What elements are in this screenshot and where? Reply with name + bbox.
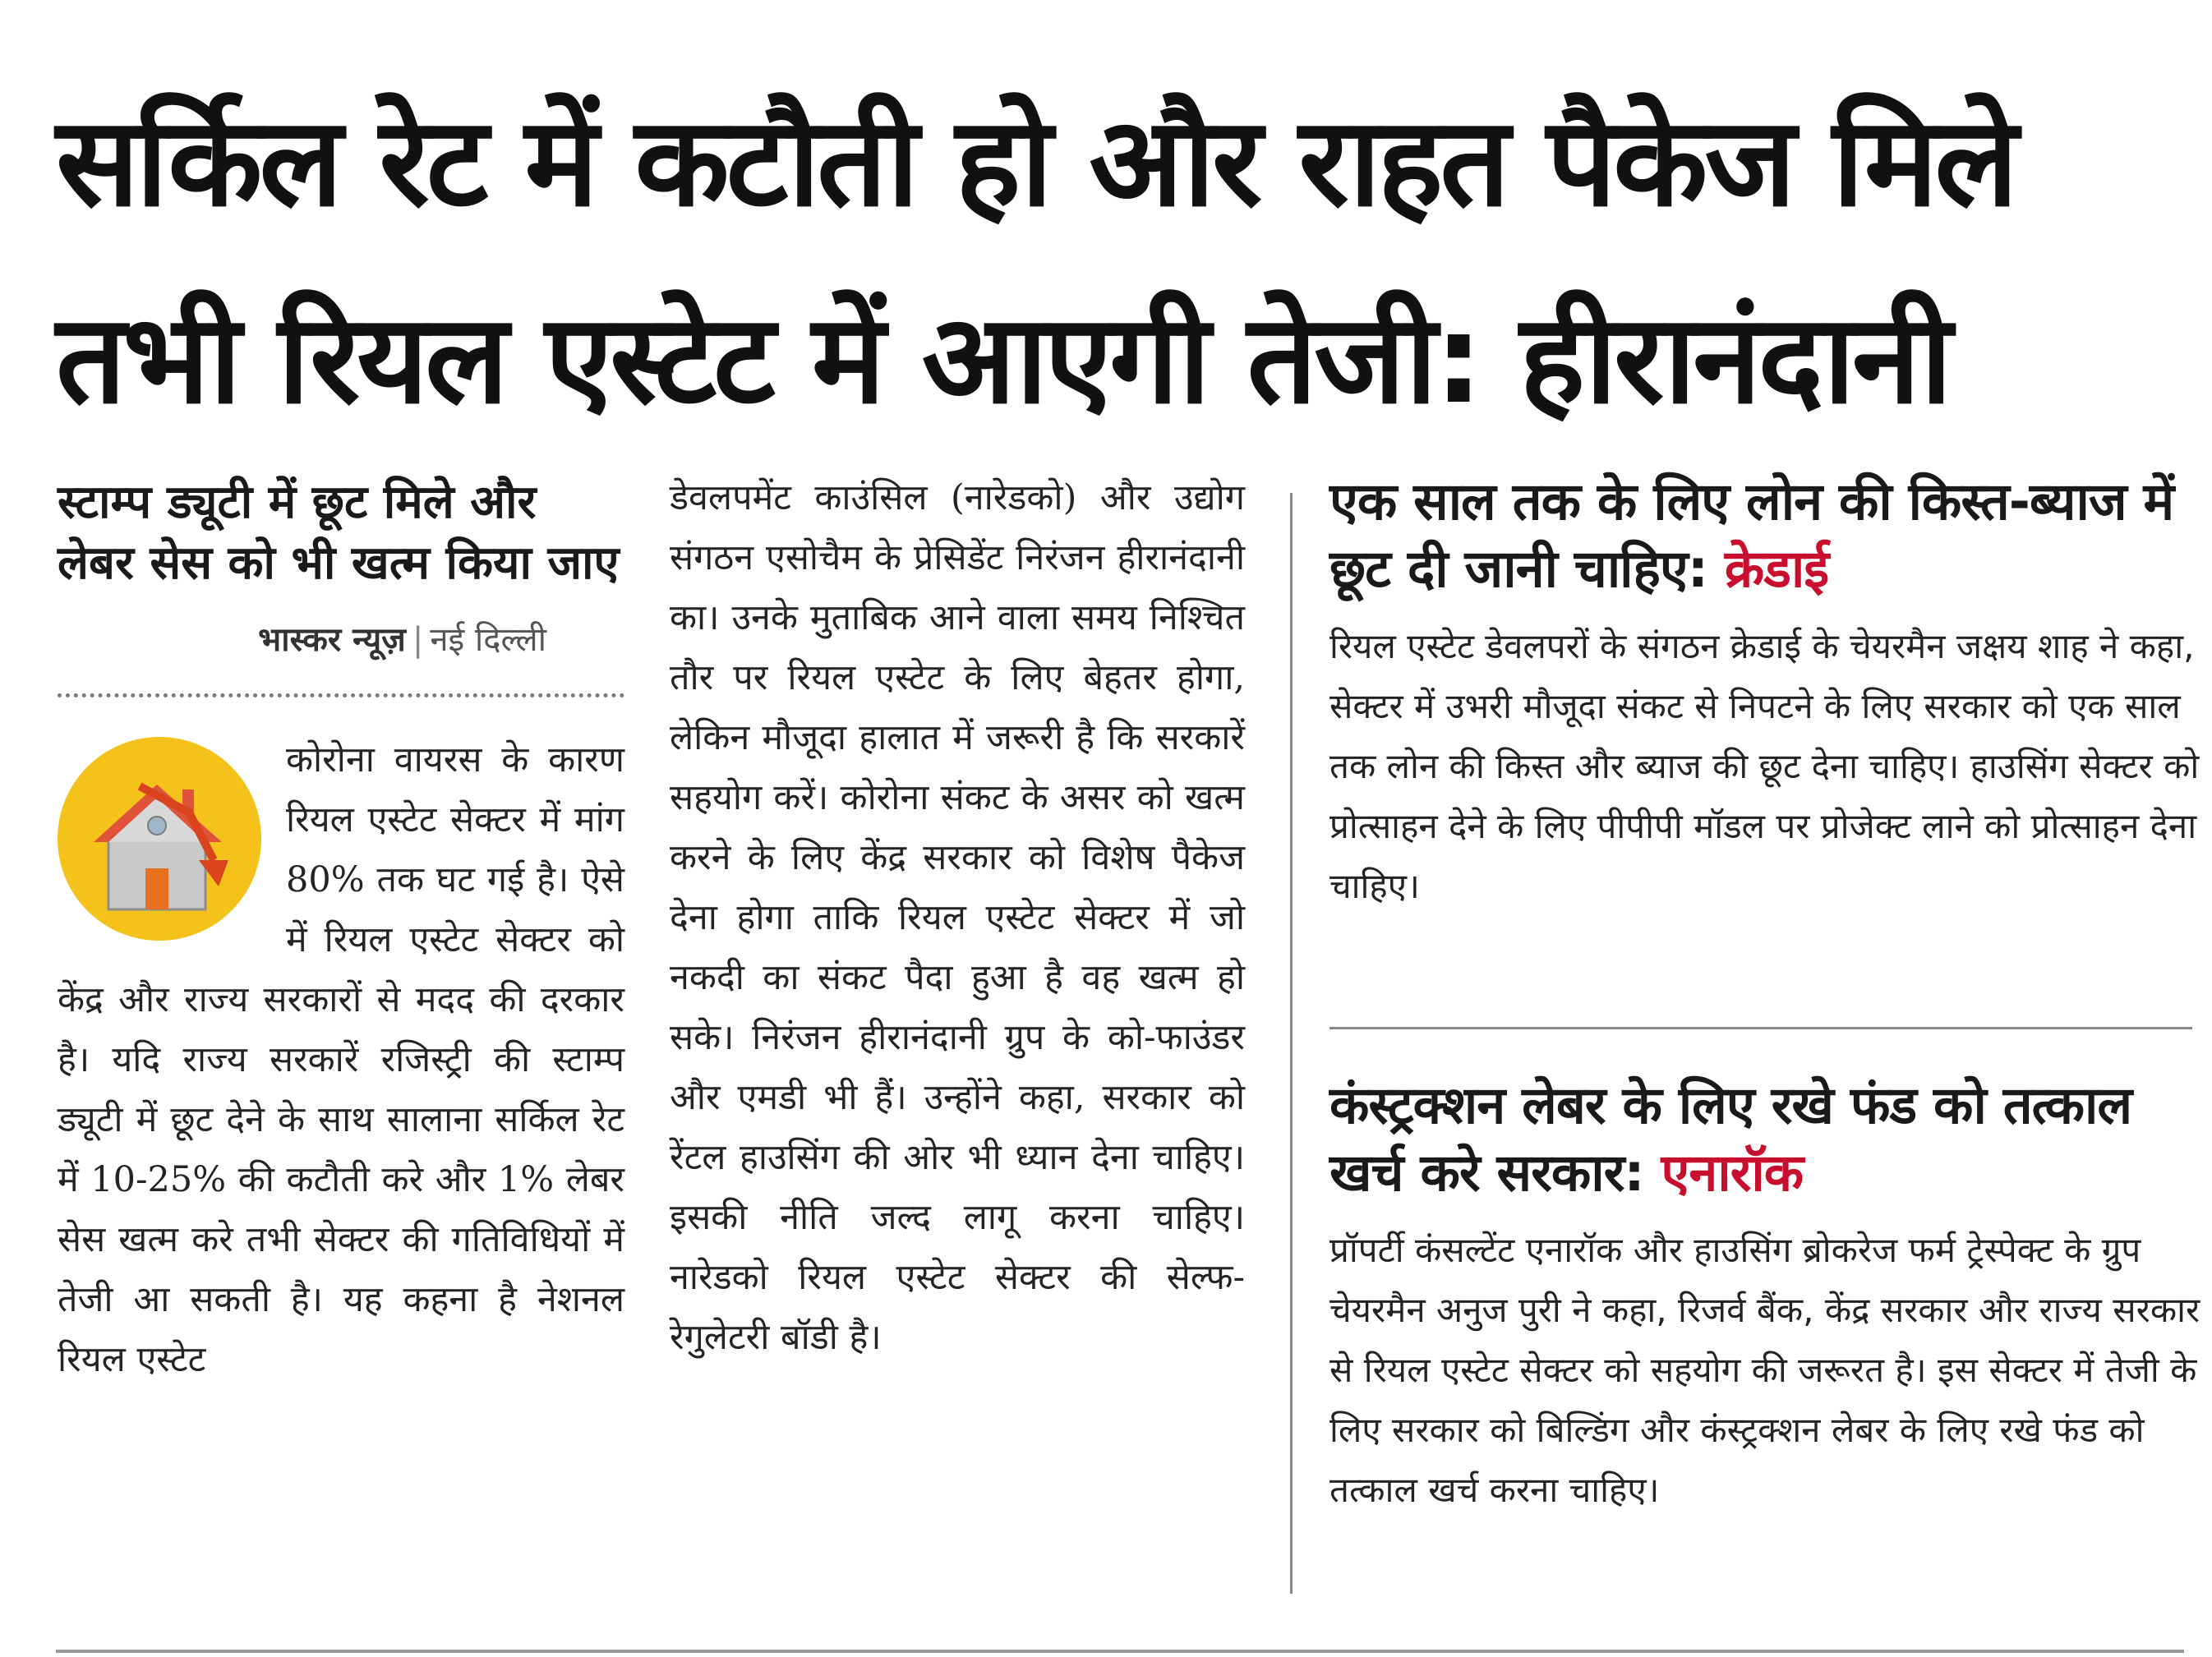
subheadline-credai xyxy=(1330,468,2200,603)
byline-source: भास्कर न्यूज़ xyxy=(258,621,406,659)
headline xyxy=(56,64,2192,458)
bottom-rule xyxy=(56,1650,2184,1653)
subheadline-credai-accent: क्रेडाई xyxy=(1724,539,1829,599)
column-divider xyxy=(1290,493,1293,1594)
article-body-left-text: कोरोना वायरस के कारण रियल एस्टेट सेक्टर में मांग 80% तक घट गई है। ऐसे में रियल एस्टेट सेक्टर को केंद्र और राज्य सरकारों से मदद की दरकार है। यदि राज्य सरकारें रजिस्ट्री की स्टाम्प ड्यूटी में छूट देने के साथ सालाना सर्किल रेट में 10-25% की कटौती करे और 1% लेबर सेस खत्म करे तभी सेक्टर की गतिविधियों में तेजी आ सकती है। यह कहना है नेशनल रियल एस्टेट xyxy=(58,739,624,1380)
subheadline-anarock xyxy=(1330,1072,2200,1207)
dotted-divider xyxy=(58,693,624,697)
story-credai-body: रियल एस्टेट डेवलपरों के संगठन क्रेडाई के चेयरमैन जक्षय शाह ने कहा, सेक्टर में उभरी मौजूदा संकट से निपटने के लिए सरकार को एक साल तक लोन की किस्त और ब्याज की छूट देना चाहिए। हाउसिंग सेक्टर को प्रोत्साहन देने के लिए पीपीपी मॉडल पर प्रोजेक्ट लाने को प्रोत्साहन देना चाहिए। xyxy=(1330,626,2200,906)
house-down-arrow-icon xyxy=(58,737,261,941)
story-anarock-body: प्रॉपर्टी कंसल्टेंट एनारॉक और हाउसिंग ब्रोकरेज फर्म ट्रेस्पेक्ट के ग्रुप चेयरमैन अनुज पुरी ने कहा, रिजर्व बैंक, केंद्र सरकार और राज्य सरकार से रियल एस्टेट सेक्टर को सहयोग की जरूरत है। इस सेक्टर में तेजी के लिए सरकार को बिल्डिंग और कंस्ट्रक्शन लेबर के लिए रखे फंड को तत्काल खर्च करना चाहिए। xyxy=(1330,1230,2200,1510)
story-credai xyxy=(1330,468,2200,916)
headline-line-2: तभी रियल एस्टेट में आएगी तेजी: हीरानंदानी xyxy=(56,288,1949,431)
subheadline-stamp-duty: स्टाम्प ड्यूटी में छूट मिले और लेबर सेस को भी खत्म किया जाए xyxy=(58,476,620,590)
byline xyxy=(58,615,624,660)
subheadline-anarock-text: कंस्ट्रक्शन लेबर के लिए रखे फंड को तत्काल खर्च करे सरकार: xyxy=(1330,1075,2132,1203)
column-middle xyxy=(670,468,1245,1368)
story-anarock xyxy=(1330,1072,2200,1520)
subheadline-anarock-accent: एनारॉक xyxy=(1661,1143,1804,1203)
story-divider xyxy=(1330,1027,2192,1029)
article-body-left xyxy=(58,730,624,1390)
headline-line-1: सर्किल रेट में कटौती हो और राहत पैकेज मिले xyxy=(56,91,2016,234)
article-body-middle: डेवलपमेंट काउंसिल (नारेडको) और उद्योग संगठन एसोचैम के प्रेसिडेंट निरंजन हीरानंदानी का। उनके मुताबिक आने वाला समय निश्चित तौर पर रियल एस्टेट के लिए बेहतर होगा, लेकिन मौजूदा हालात में जरूरी है कि सरकारें सहयोग करें। कोरोना संकट के असर को खत्म करने के लिए केंद्र सरकार को विशेष पैकेज देना होगा ताकि रियल एस्टेट सेक्टर में जो नकदी का संकट पैदा हुआ है वह खत्म हो सके। निरंजन हीरानंदानी ग्रुप के को-फाउंडर और एमडी भी हैं। उन्होंने कहा, सरकार को रेंटल हाउसिंग की ओर भी ध्यान देना चाहिए। इसकी नीति जल्द लागू करना चाहिए। नारेडको रियल एस्टेट सेक्टर की सेल्फ-रेगुलेटरी बॉडी है। xyxy=(670,477,1245,1358)
column-left xyxy=(58,472,624,1390)
byline-city: नई दिल्ली xyxy=(430,621,546,659)
subheadline-credai-text: एक साल तक के लिए लोन की किस्त-ब्याज में छूट दी जानी चाहिए: xyxy=(1330,472,2174,599)
byline-separator: | xyxy=(412,621,424,659)
